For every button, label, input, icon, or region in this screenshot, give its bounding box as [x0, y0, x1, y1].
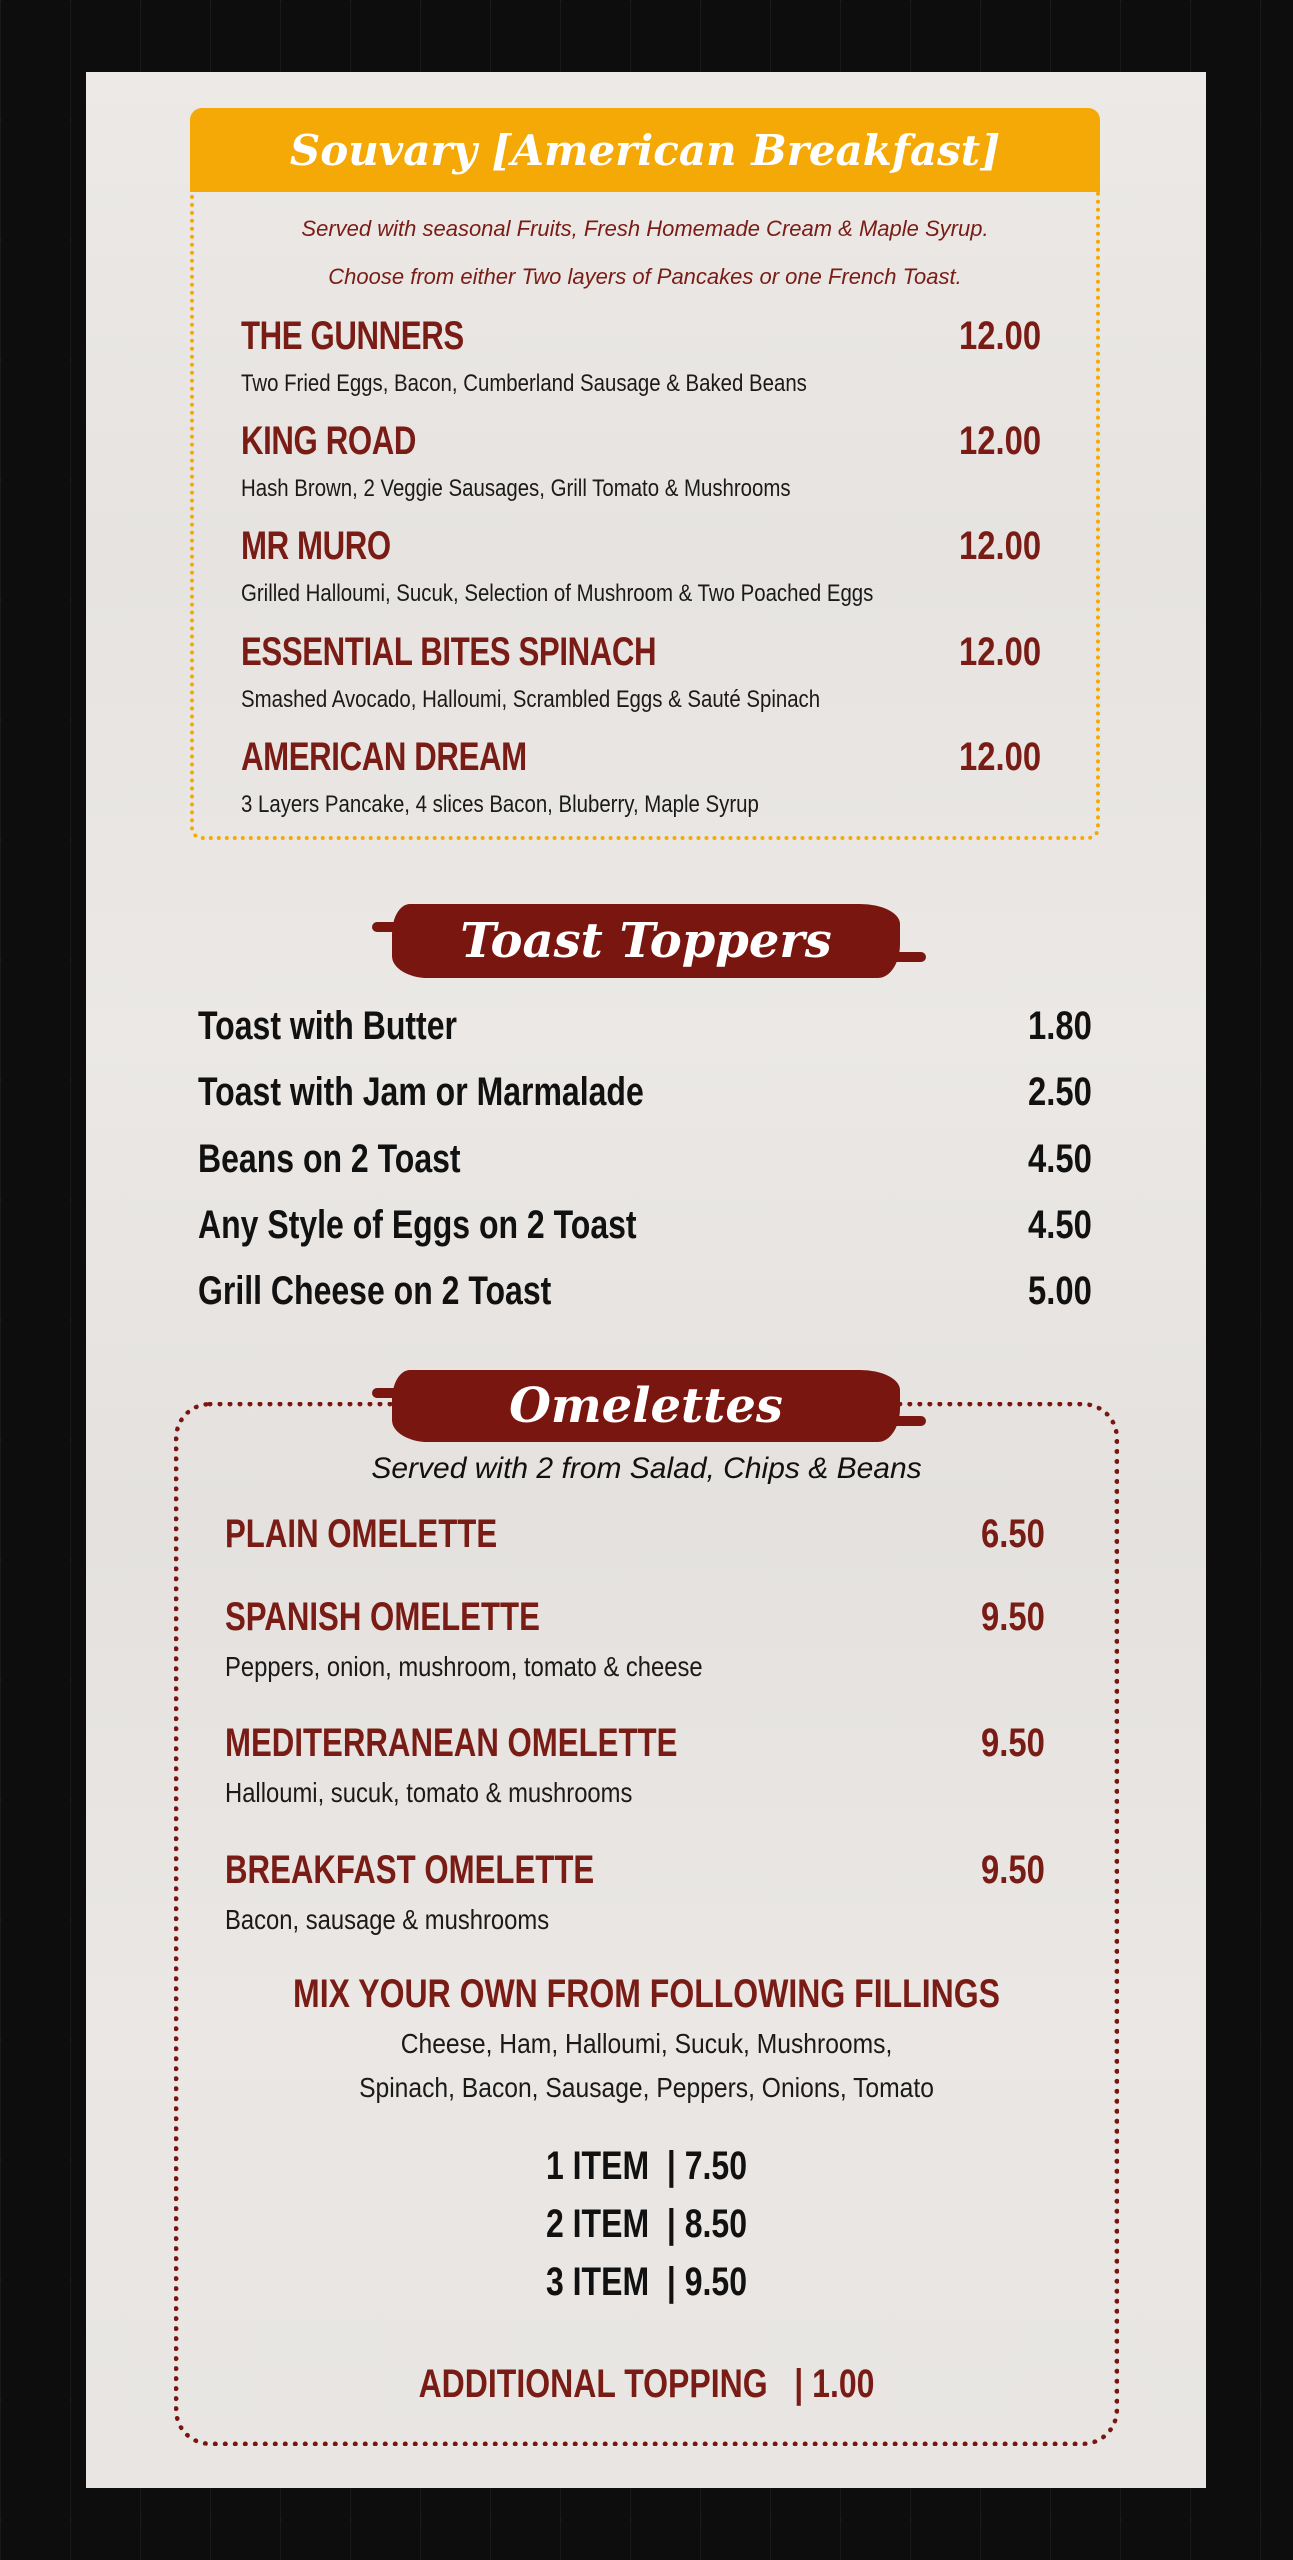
toast-item-price: 5.00 — [1028, 1269, 1092, 1313]
mix-title: MIX YOUR OWN FROM FOLLOWING FILLINGS — [293, 1972, 1000, 2016]
additional-topping: ADDITIONAL TOPPING | 1.00 — [418, 2362, 875, 2406]
omelette-name: PLAIN OMELETTE — [225, 1512, 498, 1556]
mix-fillings-line-2: Spinach, Bacon, Sausage, Peppers, Onions, Tomato — [359, 2072, 934, 2103]
item-description: Smashed Avocado, Halloumi, Scrambled Eggs & Sauté Spinach — [241, 686, 821, 713]
toast-item-price: 2.50 — [1028, 1070, 1092, 1114]
tier-row: 2 ITEM | 8.50 — [545, 2202, 748, 2246]
breakfast-note-1: Served with seasonal Fruits, Fresh Homemade Cream & Maple Syrup. — [301, 216, 989, 241]
item-price: 12.00 — [958, 524, 1041, 568]
toast-item-name: Beans on 2 Toast — [198, 1137, 461, 1181]
item-price: 12.00 — [958, 419, 1041, 463]
toast-item-name: Grill Cheese on 2 Toast — [198, 1269, 552, 1313]
breakfast-note-2: Choose from either Two layers of Pancakes or one French Toast. — [328, 264, 962, 289]
item-description: Grilled Halloumi, Sucuk, Selection of Mushroom & Two Poached Eggs — [241, 580, 874, 607]
toast-header-brush — [392, 904, 900, 978]
omelette-price: 9.50 — [981, 1848, 1045, 1892]
toast-item-name: Toast with Jam or Marmalade — [198, 1070, 644, 1114]
mix-fillings-line-2-wrap — [174, 2072, 1119, 2104]
omelette-description: Bacon, sausage & mushrooms — [225, 1904, 550, 1935]
tier-row: 1 ITEM | 7.50 — [545, 2144, 748, 2188]
item-name: THE GUNNERS — [241, 314, 464, 358]
item-price: 12.00 — [958, 630, 1041, 674]
tier-price: 8.50 — [684, 2202, 748, 2246]
item-price: 12.00 — [958, 735, 1041, 779]
mix-fillings-line-1: Cheese, Ham, Halloumi, Sucuk, Mushrooms, — [400, 2028, 893, 2059]
tier-label: 2 ITEM — [545, 2202, 650, 2246]
item-name: ESSENTIAL BITES SPINACH — [241, 630, 657, 674]
omelette-description: Peppers, onion, mushroom, tomato & cheese — [225, 1651, 703, 1682]
tier-label: 1 ITEM — [545, 2144, 650, 2188]
item-name: AMERICAN DREAM — [241, 735, 527, 779]
item-name: MR MURO — [241, 524, 391, 568]
tier-price: 9.50 — [684, 2260, 748, 2304]
toast-item-price: 4.50 — [1028, 1137, 1092, 1181]
mix-fillings-line-1-wrap — [174, 2028, 1119, 2060]
omelettes-title: Omelettes — [509, 1378, 783, 1434]
item-description: Two Fried Eggs, Bacon, Cumberland Sausage & Baked Beans — [241, 370, 807, 397]
tier-label: 3 ITEM — [545, 2260, 650, 2304]
item-name: KING ROAD — [241, 419, 417, 463]
toast-item-name: Toast with Butter — [198, 1004, 457, 1048]
item-description: 3 Layers Pancake, 4 slices Bacon, Bluberry, Maple Syrup — [241, 791, 759, 818]
item-description: Hash Brown, 2 Veggie Sausages, Grill Tomato & Mushrooms — [241, 475, 791, 502]
omelette-price: 9.50 — [981, 1595, 1045, 1639]
omelettes-header-brush — [392, 1370, 900, 1442]
omelette-description: Halloumi, sucuk, tomato & mushrooms — [225, 1777, 633, 1808]
tier-price: 7.50 — [684, 2144, 748, 2188]
tier-row: 3 ITEM | 9.50 — [545, 2260, 748, 2304]
omelette-name: BREAKFAST OMELETTE — [225, 1848, 595, 1892]
mix-your-own — [174, 1972, 1119, 2017]
item-price: 12.00 — [958, 314, 1041, 358]
omelettes-note: Served with 2 from Salad, Chips & Beans — [371, 1452, 922, 1485]
omelette-name: SPANISH OMELETTE — [225, 1595, 540, 1639]
toast-title: Toast Toppers — [460, 913, 832, 969]
toast-item-name: Any Style of Eggs on 2 Toast — [198, 1203, 637, 1247]
toast-item-price: 4.50 — [1028, 1203, 1092, 1247]
toast-item-price: 1.80 — [1028, 1004, 1092, 1048]
breakfast-title: Souvary [American Breakfast] — [289, 125, 1001, 175]
omelette-name: MEDITERRANEAN OMELETTE — [225, 1721, 678, 1765]
omelette-price: 6.50 — [981, 1512, 1045, 1556]
omelette-price: 9.50 — [981, 1721, 1045, 1765]
additional-price: 1.00 — [812, 2362, 875, 2406]
additional-label: ADDITIONAL TOPPING — [418, 2362, 768, 2406]
breakfast-header — [190, 108, 1100, 192]
